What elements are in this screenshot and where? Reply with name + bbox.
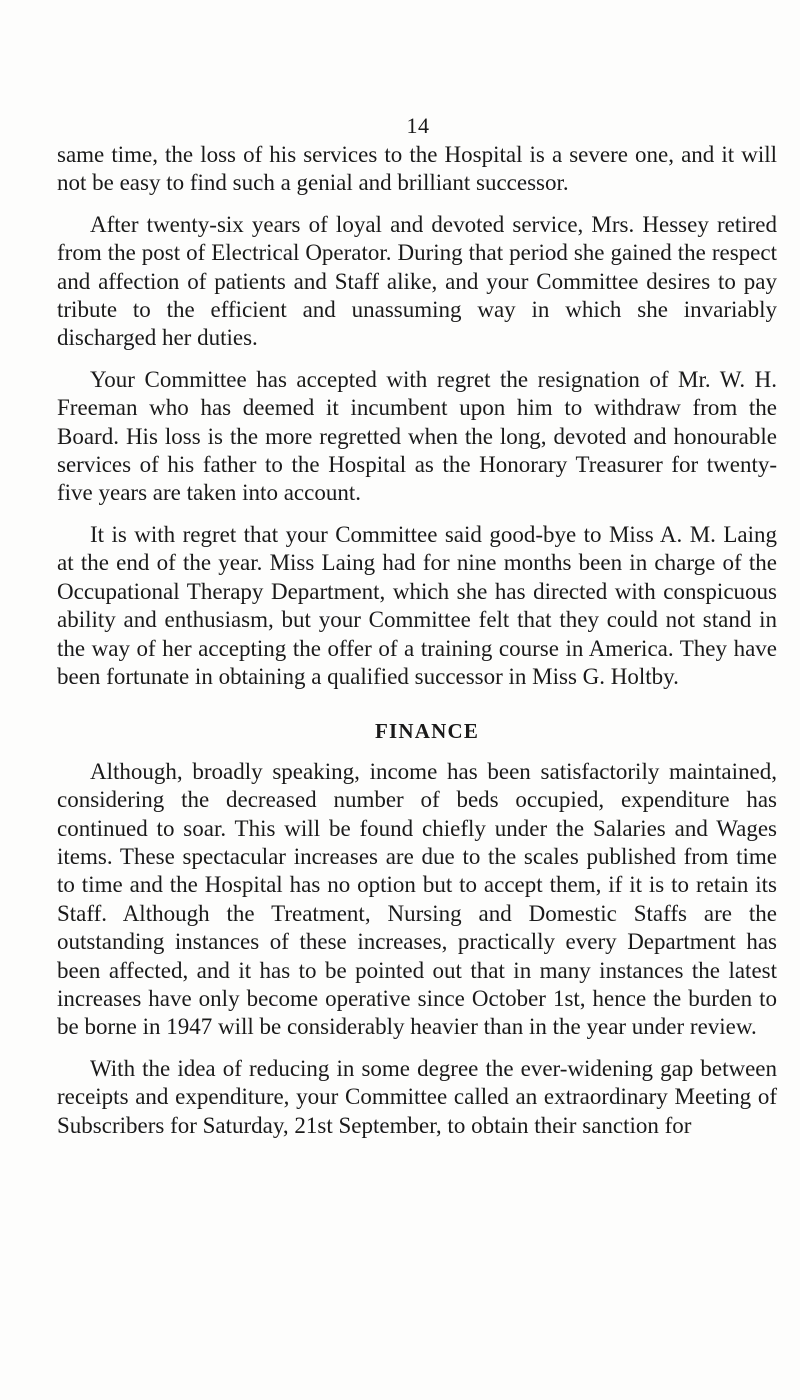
section-heading-finance: FINANCE xyxy=(374,719,480,744)
paragraph-laing: It is with regret that your Committee said good-bye to Miss A. M. Laing at the end of the year. Miss Laing had for nine months been in charge of the Occupational Therapy Department, which she has directed with conspicuous ability and enthusiasm, but your Committee felt that they could not stand in the way of her accepting the offer of a training course in America. They have been fortunate in obtaining a qualified successor in Miss G. Holtby. xyxy=(57,521,777,689)
paragraph-freeman: Your Committee has accepted with regret the resignation of Mr. W. H. Freeman who has deemed it incumbent upon him to withdraw from the Board. His loss is the more regretted when the long, devoted and honourable services of his father to the Hospital as the Honorary Treasurer for twenty-five years are taken into account. xyxy=(57,366,777,506)
paragraph-continuation: same time, the loss of his services to the Hospital is a severe one, and it will not be easy to find such a genial and brilliant successor. xyxy=(57,142,777,196)
paragraph-hessey: After twenty-six years of loyal and devoted service, Mrs. Hessey retired from the post of Electrical Operator. During that period she gained the respect and affection of patients and Staff alike, and your Committee desires to pay tribute to the efficient and unassuming way in which she invariably discharged her duties. xyxy=(57,211,777,351)
page-number: 14 xyxy=(406,113,430,138)
body-text xyxy=(57,141,777,1153)
paragraph-finance-meeting: With the idea of reducing in some degree the ever-widening gap between receipts and expenditure, your Committee called an extraordinary Meeting of Subscribers for Saturday, 21st September, to obtain their sanction for xyxy=(57,1055,777,1138)
paragraph-finance-income: Although, broadly speaking, income has been satisfactorily maintained, considering the decreased number of beds occupied, expenditure has continued to soar. This will be found chiefly under the Salaries and Wages items. These spectacular increases are due to the scales published from time to time and the Hospital has no option but to accept them, if it is to retain its Staff. Although the Treatment, Nursing and Domestic Staffs are the outstanding instances of these increases, practically every Department has been affected, and it has to be pointed out that in many instances the latest increases have only become operative since October 1st, hence the burden to be borne in 1947 will be considerably heavier than in the year under review. xyxy=(57,758,777,1040)
